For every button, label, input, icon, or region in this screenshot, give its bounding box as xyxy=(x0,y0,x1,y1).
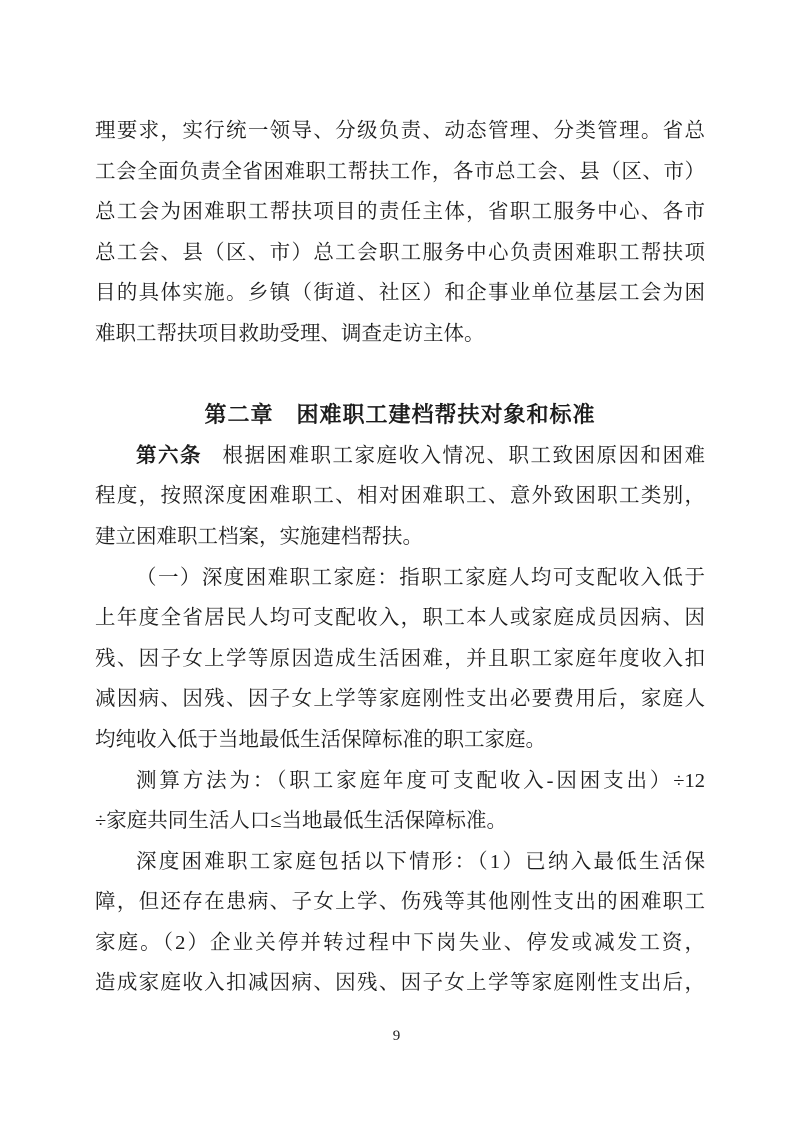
text-line: 残、因子女上学等原因造成生活困难，并且职工家庭年度收入扣 xyxy=(95,647,705,670)
text-line: 减因病、因残、因子女上学等家庭刚性支出必要费用后，家庭人 xyxy=(95,688,705,711)
text-line: 理要求，实行统一领导、分级负责、动态管理、分类管理。省总 xyxy=(95,120,705,142)
text-line: 深度困难职工家庭包括以下情形：（1）已纳入最低生活保 xyxy=(136,850,705,873)
text-line: 家庭。（2）企业关停并转过程中下岗失业、停发或减发工资， xyxy=(95,931,705,954)
text-line: 造成家庭收入扣减因病、因残、因子女上学等家庭刚性支出后， xyxy=(95,972,705,995)
text-line: 均纯收入低于当地最低生活保障标准的职工家庭。 xyxy=(95,728,546,751)
text-block xyxy=(95,0,705,1004)
chapter-heading: 第二章 困难职工建档帮扶对象和标准 xyxy=(204,402,596,428)
article-number: 第六条 xyxy=(136,444,202,467)
text-line: 总工会为困难职工帮扶项目的责任主体，省职工服务中心、各市 xyxy=(95,201,705,224)
text-line: 上年度全省居民人均可支配收入，职工本人或家庭成员因病、因 xyxy=(95,607,705,630)
page-number: 9 xyxy=(392,1028,401,1044)
text-line: ÷家庭共同生活人口≤当地最低生活保障标准。 xyxy=(95,810,508,833)
text-line: 建立困难职工档案，实施建档帮扶。 xyxy=(95,525,423,548)
text-line: 程度，按照深度困难职工、相对困难职工、意外致困职工类别， xyxy=(95,485,705,508)
text-line: 测算方法为：（职工家庭年度可支配收入-因困支出）÷12 xyxy=(136,769,705,792)
text-line: 目的具体实施。乡镇（街道、社区）和企事业单位基层工会为困 xyxy=(95,282,705,305)
article-first-line xyxy=(95,436,705,477)
text-line: 障，但还存在患病、子女上学、伤残等其他刚性支出的困难职工 xyxy=(95,891,705,914)
text-line: 难职工帮扶项目救助受理、调查走访主体。 xyxy=(95,322,485,345)
text-line: （一）深度困难职工家庭：指职工家庭人均可支配收入低于 xyxy=(136,566,705,589)
article-text: 根据困难职工家庭收入情况、职工致困原因和困难 xyxy=(222,444,705,467)
text-line: 工会全面负责全省困难职工帮扶工作，各市总工会、县（区、市） xyxy=(95,160,705,183)
text-line: 总工会、县（区、市）总工会职工服务中心负责困难职工帮扶项 xyxy=(95,241,705,264)
